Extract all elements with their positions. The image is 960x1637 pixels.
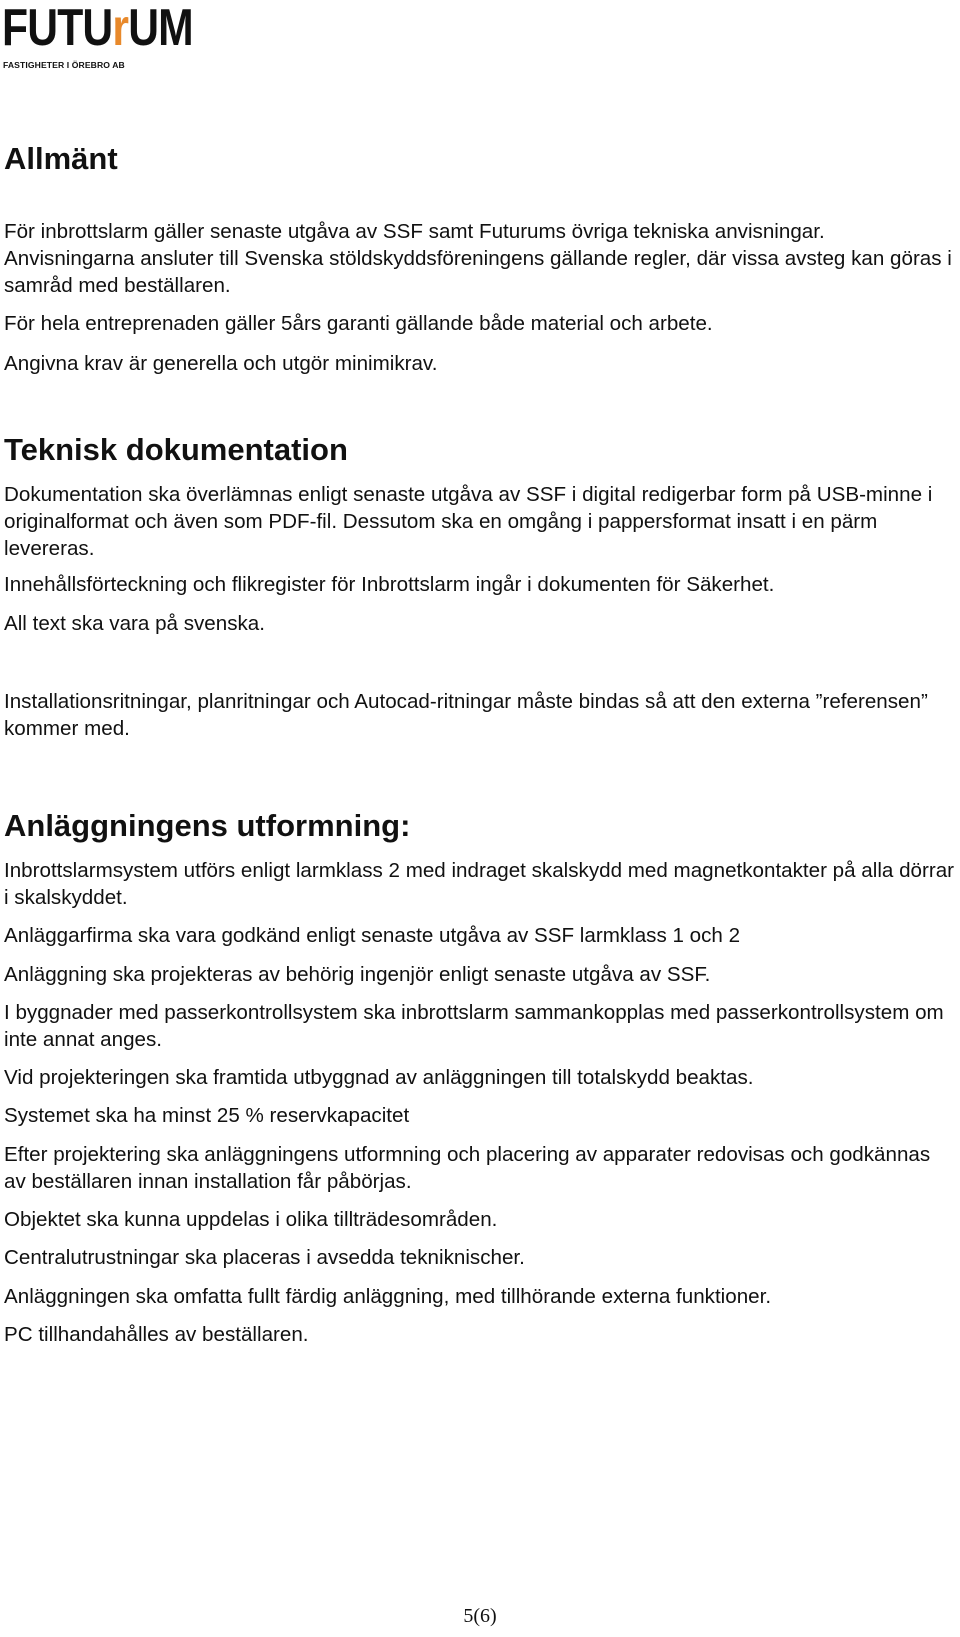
paragraph: Anläggningen ska omfatta fullt färdig anläggning, med tillhörande externa funktioner. <box>4 1285 772 1308</box>
paragraph: Systemet ska ha minst 25 % reservkapacitet <box>4 1104 410 1127</box>
paragraph: All text ska vara på svenska. <box>4 612 265 635</box>
heading-anlaggningens-utformning: Anläggningens utformning: <box>4 808 411 843</box>
paragraph: Anläggarfirma ska vara godkänd enligt senaste utgåva av SSF larmklass 1 och 2 <box>4 924 741 947</box>
paragraph: Angivna krav är generella och utgör minimikrav. <box>4 352 438 375</box>
paragraph: Anläggning ska projekteras av behörig ingenjör enligt senaste utgåva av SSF. <box>4 963 711 986</box>
paragraph: Centralutrustningar ska placeras i avsedda tekniknischer. <box>4 1246 525 1269</box>
paragraph: Installationsritningar, planritningar och Autocad-ritningar måste bindas så att den externa ”referensen” kommer med. <box>4 690 928 740</box>
paragraph: PC tillhandahålles av beställaren. <box>4 1323 309 1346</box>
paragraph: Efter projektering ska anläggningens utformning och placering av apparater redovisas och godkännas av beställaren innan installation får påbörjas. <box>4 1143 931 1193</box>
page-number: 5(6) <box>463 1605 497 1627</box>
paragraph: I byggnader med passerkontrollsystem ska inbrottslarm sammankopplas med passerkontrollsystem om inte annat anges. <box>4 1001 944 1051</box>
logo-word-r: r <box>112 0 129 57</box>
paragraph: Objektet ska kunna uppdelas i olika tillträdesområden. <box>4 1208 498 1231</box>
paragraph: För inbrottslarm gäller senaste utgåva av SSF samt Futurums övriga tekniska anvisningar. Anvisningarna ansluter till Svenska stöldskyddsföreningens gällande regler, där vissa avsteg kan göras i samråd med beställaren. <box>4 220 952 297</box>
paragraph: Dokumentation ska överlämnas enligt senaste utgåva av SSF i digital redigerbar form på USB-minne i originalformat och även som PDF-fil. Dessutom ska en omgång i pappersformat insatt i en pärm levereras. <box>4 483 933 560</box>
company-logo <box>2 2 192 74</box>
paragraph: För hela entreprenaden gäller 5års garanti gällande både material och arbete. <box>4 312 713 335</box>
logo-word-part1: FUTU <box>2 0 113 57</box>
heading-allmant: Allmänt <box>4 141 118 176</box>
paragraph: Innehållsförteckning och flikregister för Inbrottslarm ingår i dokumenten för Säkerhet. <box>4 573 775 596</box>
logo-word-part2: UM <box>128 0 193 57</box>
heading-teknisk-dokumentation: Teknisk dokumentation <box>4 432 348 467</box>
paragraph: Inbrottslarmsystem utförs enligt larmklass 2 med indraget skalskydd med magnetkontakter på alla dörrar i skalskyddet. <box>4 859 955 909</box>
paragraph: Vid projekteringen ska framtida utbyggnad av anläggningen till totalskydd beaktas. <box>4 1066 754 1089</box>
logo-wordmark <box>2 0 193 57</box>
logo-subtitle: FASTIGHETER I ÖREBRO AB <box>3 60 125 70</box>
